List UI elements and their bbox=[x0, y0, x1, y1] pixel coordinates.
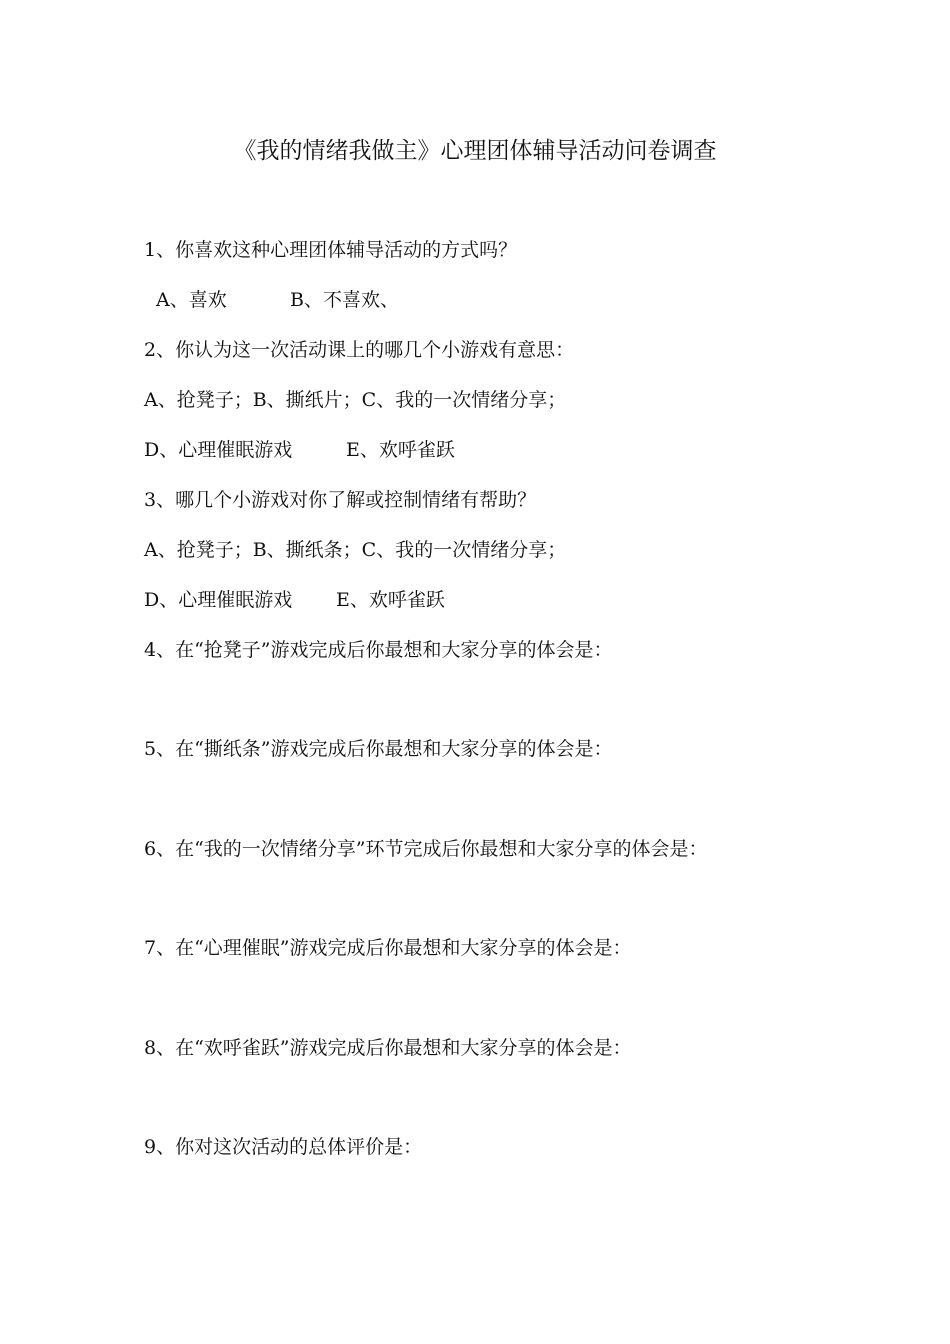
question-4: 4、在“抢凳子”游戏完成后你最想和大家分享的体会是： bbox=[144, 639, 613, 661]
question-6: 6、在“我的一次情绪分享”环节完成后你最想和大家分享的体会是： bbox=[144, 838, 708, 860]
question-5: 5、在“撕纸条”游戏完成后你最想和大家分享的体会是： bbox=[144, 738, 613, 760]
question-2: 2、你认为这一次活动课上的哪几个小游戏有意思： bbox=[144, 339, 575, 361]
q2-option-e: E、欢呼雀跃 bbox=[346, 439, 455, 461]
q3-option-d: D、心理催眠游戏 bbox=[144, 589, 293, 611]
q3-options-abc: A、抢凳子；B、撕纸条；C、我的一次情绪分享； bbox=[144, 539, 567, 561]
question-8: 8、在“欢呼雀跃”游戏完成后你最想和大家分享的体会是： bbox=[144, 1037, 632, 1059]
question-1: 1、你喜欢这种心理团体辅导活动的方式吗？ bbox=[144, 239, 518, 261]
question-7: 7、在“心理催眠”游戏完成后你最想和大家分享的体会是： bbox=[144, 937, 632, 959]
question-3: 3、哪几个小游戏对你了解或控制情绪有帮助？ bbox=[144, 489, 537, 511]
q1-option-a: A、喜欢 bbox=[156, 289, 227, 311]
q2-options-abc: A、抢凳子；B、撕纸片；C、我的一次情绪分享； bbox=[144, 389, 567, 411]
q3-option-e: E、欢呼雀跃 bbox=[336, 589, 445, 611]
question-9: 9、你对这次活动的总体评价是： bbox=[144, 1136, 423, 1158]
q1-option-b: B、不喜欢、 bbox=[290, 289, 399, 311]
q2-option-d: D、心理催眠游戏 bbox=[144, 439, 293, 461]
page-title: 《我的情绪我做主》心理团体辅导活动问卷调查 bbox=[233, 138, 717, 164]
